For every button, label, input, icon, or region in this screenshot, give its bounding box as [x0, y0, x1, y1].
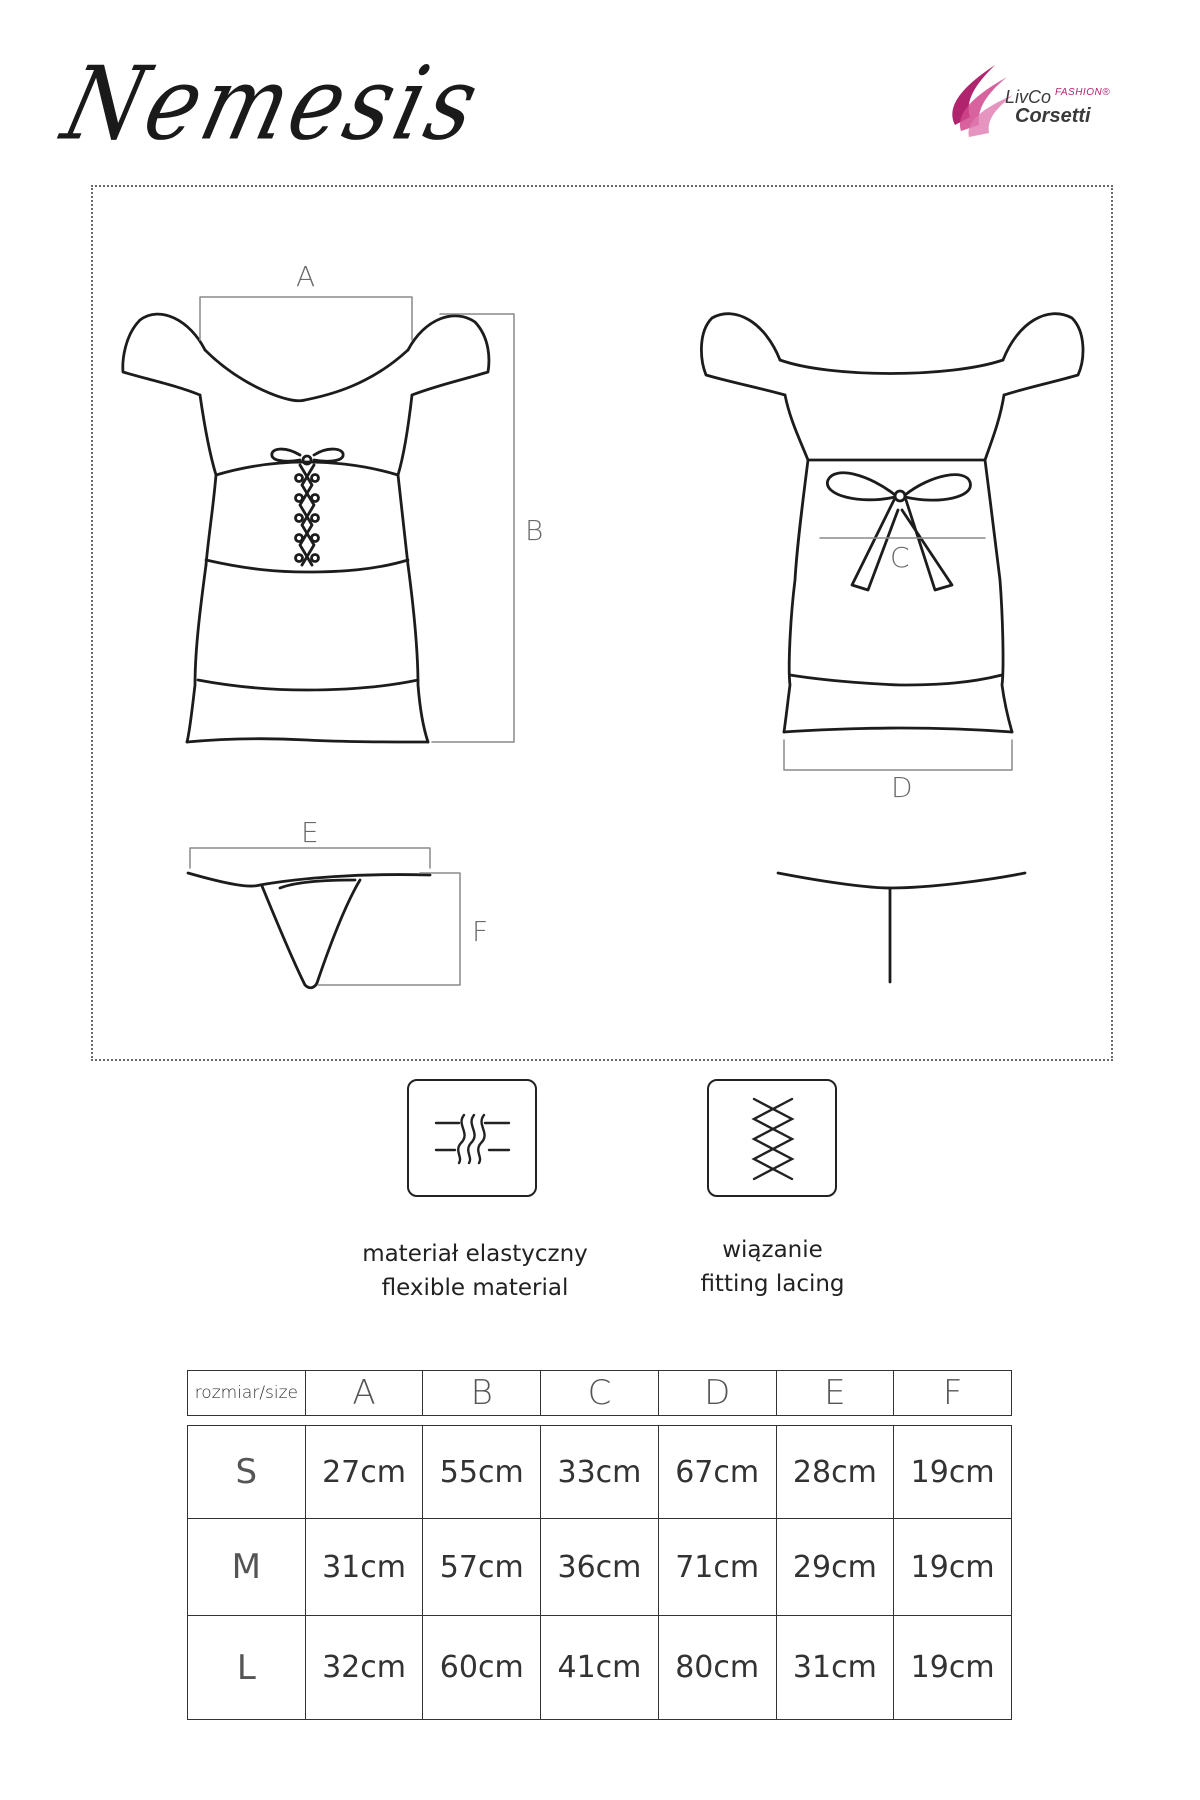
lacing-icon [707, 1079, 837, 1197]
brand-tagline: FASHION® [1055, 87, 1111, 98]
value-cell: 32cm [305, 1616, 423, 1720]
table-row [188, 1426, 1012, 1519]
value-cell: 71cm [658, 1519, 776, 1616]
label-f: F [472, 915, 489, 948]
table-header-row [188, 1371, 1012, 1416]
feature-label-pl: wiązanie [722, 1237, 823, 1263]
column-header-a: A [305, 1371, 423, 1416]
value-cell: 41cm [541, 1616, 659, 1720]
value-cell: 57cm [423, 1519, 541, 1616]
column-header-f: F [894, 1371, 1012, 1416]
feature-label-en: fitting lacing [700, 1271, 845, 1297]
label-b: B [525, 514, 544, 547]
column-header-c: C [541, 1371, 659, 1416]
value-cell: 36cm [541, 1519, 659, 1616]
table-row [188, 1616, 1012, 1720]
chemise-back-drawing [701, 314, 1083, 732]
value-cell: 29cm [776, 1519, 894, 1616]
dimension-lines-thong [190, 848, 460, 985]
value-cell: 33cm [541, 1426, 659, 1519]
chemise-front-drawing [123, 314, 489, 742]
table-row [188, 1519, 1012, 1616]
column-header-size: rozmiar/size [188, 1371, 306, 1416]
size-cell: S [188, 1426, 306, 1519]
value-cell: 31cm [776, 1616, 894, 1720]
value-cell: 28cm [776, 1426, 894, 1519]
value-cell: 19cm [894, 1426, 1012, 1519]
value-cell: 60cm [423, 1616, 541, 1720]
value-cell: 19cm [894, 1616, 1012, 1720]
column-header-b: B [423, 1371, 541, 1416]
column-header-e: E [776, 1371, 894, 1416]
flexible-material-icon [407, 1079, 537, 1197]
value-cell: 80cm [658, 1616, 776, 1720]
value-cell: 19cm [894, 1519, 1012, 1616]
feature-label-pl: materiał elastyczny [362, 1241, 588, 1267]
brand-name-top: LivCo [1005, 87, 1052, 107]
thong-back-drawing [778, 873, 1025, 982]
column-header-d: D [658, 1371, 776, 1416]
brand-name-bottom: Corsetti [1015, 105, 1091, 127]
label-e: E [301, 816, 319, 849]
size-cell: M [188, 1519, 306, 1616]
feature-fitting-lacing [660, 1233, 885, 1301]
size-table [187, 1425, 1012, 1719]
value-cell: 27cm [305, 1426, 423, 1519]
label-a: A [296, 260, 316, 293]
feature-label-en: flexible material [381, 1275, 569, 1301]
value-cell: 55cm [423, 1426, 541, 1519]
value-cell: 67cm [658, 1426, 776, 1519]
thong-front-drawing [188, 873, 430, 988]
feature-flexible-material [330, 1237, 620, 1305]
size-cell: L [188, 1616, 306, 1720]
size-table-header [187, 1370, 1012, 1416]
dimension-lines-front [200, 297, 514, 742]
label-d: D [891, 771, 913, 804]
value-cell: 31cm [305, 1519, 423, 1616]
label-c: C [890, 541, 910, 574]
product-title: Nemesis [52, 44, 494, 163]
